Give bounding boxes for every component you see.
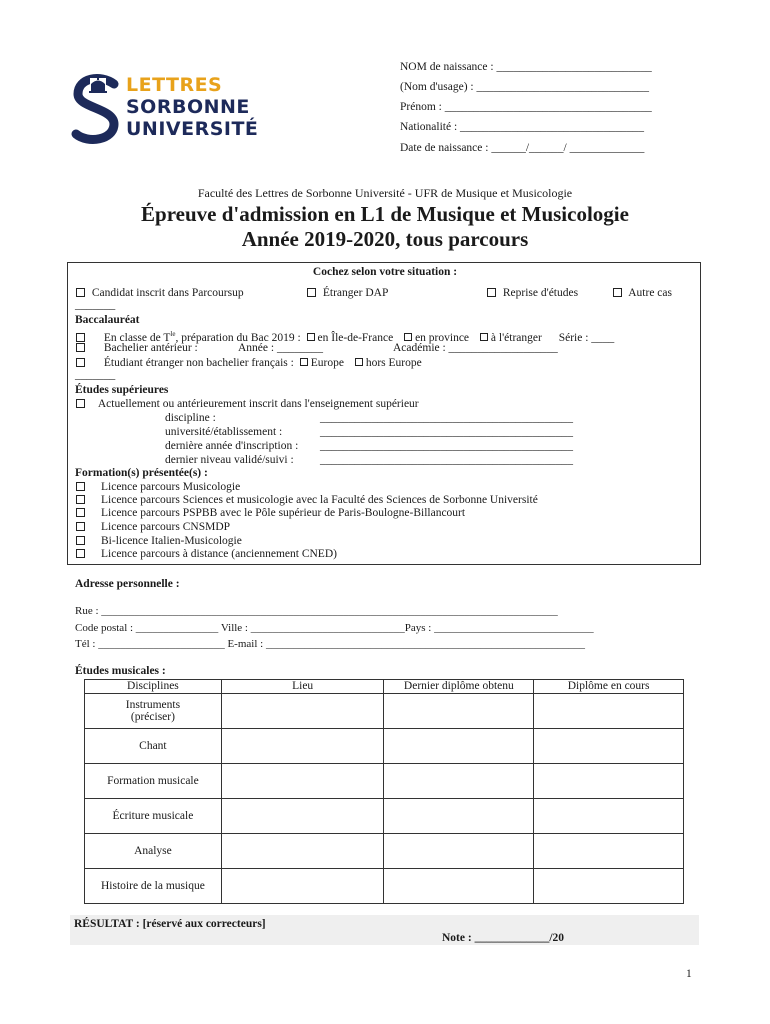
- formation-item[interactable]: [76, 521, 230, 534]
- formation-item[interactable]: [76, 507, 465, 520]
- formation-label: Licence parcours Sciences et musicologie avec la Faculté des Sciences de Sorbonne Université: [101, 494, 538, 506]
- lieu-cell[interactable]: [221, 799, 384, 834]
- discipline-cell: [85, 694, 222, 729]
- logo-universite: UNIVERSITÉ: [126, 118, 259, 140]
- sup-universite-field[interactable]: ____________________________________________: [320, 426, 573, 438]
- radio-icon[interactable]: [404, 333, 412, 341]
- table-row: [85, 694, 684, 729]
- sup-derniere-annee-field[interactable]: ____________________________________________: [320, 440, 573, 452]
- table-row: [85, 869, 684, 904]
- loc-etranger-label: à l'étranger: [490, 331, 542, 344]
- diplome-en-cours-cell[interactable]: [534, 729, 684, 764]
- table-row: [85, 729, 684, 764]
- nom-usage-field[interactable]: (Nom d'usage) : ______________________________: [400, 81, 649, 93]
- radio-icon[interactable]: [355, 358, 363, 366]
- lieu-cell[interactable]: [221, 834, 384, 869]
- discipline-cell: Écriture musicale: [85, 799, 222, 834]
- checkbox-icon[interactable]: [76, 536, 85, 545]
- option-reprise-etudes[interactable]: [487, 287, 578, 300]
- dernier-diplome-cell[interactable]: [384, 694, 534, 729]
- formation-item[interactable]: [76, 494, 538, 507]
- radio-icon[interactable]: [300, 358, 308, 366]
- discipline-cell: Analyse: [85, 834, 222, 869]
- date-naissance-field[interactable]: Date de naissance : ______/______/ _____________: [400, 142, 645, 154]
- checkbox-icon[interactable]: [76, 288, 85, 297]
- checkbox-icon[interactable]: [76, 482, 85, 491]
- checkbox-icon[interactable]: [487, 288, 496, 297]
- dernier-diplome-cell[interactable]: [384, 869, 534, 904]
- sorbonne-logo: [70, 72, 259, 146]
- sup-discipline-field[interactable]: ____________________________________________: [320, 412, 573, 424]
- formation-label: Licence parcours à distance (anciennement CNED): [101, 548, 337, 560]
- terminale-sup: le: [170, 330, 176, 338]
- adresse-heading: Adresse personnelle :: [75, 578, 180, 590]
- checkbox-icon[interactable]: [307, 288, 316, 297]
- prenom-field[interactable]: Prénom : ____________________________________: [400, 101, 652, 113]
- bac-heading: Baccalauréat: [75, 314, 140, 326]
- logo-lettres: LETTRES: [126, 74, 223, 96]
- cp-ville-pays-field[interactable]: Code postal : _______________ Ville : ____________________________Pays : _____________________________: [75, 622, 594, 634]
- discipline-cell: Formation musicale: [85, 764, 222, 799]
- sup-derniere-annee-label: dernière année d'inscription :: [165, 440, 299, 452]
- hors-europe-label: hors Europe: [365, 357, 422, 369]
- sup-universite-label: université/établissement :: [165, 426, 283, 438]
- checkbox-icon[interactable]: [76, 333, 85, 342]
- faculty-subtitle: Faculté des Lettres de Sorbonne Université - UFR de Musique et Musicologie: [197, 186, 573, 200]
- lieu-cell[interactable]: [221, 694, 384, 729]
- dernier-diplome-cell[interactable]: [384, 799, 534, 834]
- resultat-label: RÉSULTAT : [réservé aux correcteurs]: [74, 918, 266, 930]
- option-autre-cas[interactable]: [613, 287, 672, 300]
- checkbox-icon[interactable]: [76, 399, 85, 408]
- formation-label: Licence parcours Musicologie: [101, 481, 241, 493]
- discipline-label: Instruments: [125, 699, 181, 711]
- formation-label: Licence parcours CNSMDP: [101, 521, 231, 533]
- page-number: 1: [686, 968, 692, 980]
- diplome-en-cours-cell[interactable]: [534, 869, 684, 904]
- table-row: [85, 764, 684, 799]
- nom-naissance-field[interactable]: NOM de naissance : ___________________________: [400, 61, 652, 73]
- loc-idf-label: en Île-de-France: [317, 331, 394, 344]
- option-label: Étranger DAP: [322, 287, 389, 299]
- nationalite-field[interactable]: Nationalité : ________________________________: [400, 121, 645, 133]
- diplome-en-cours-cell[interactable]: [534, 694, 684, 729]
- checkbox-icon[interactable]: [76, 495, 85, 504]
- academie-field[interactable]: Académie : ___________________: [393, 342, 558, 354]
- option-etranger-dap[interactable]: [307, 287, 388, 300]
- formation-item[interactable]: [76, 481, 240, 494]
- formation-label: Licence parcours PSPBB avec le Pôle supérieur de Paris-Boulogne-Billancourt: [101, 507, 466, 519]
- diplome-en-cours-cell[interactable]: [534, 764, 684, 799]
- situation-heading: Cochez selon votre situation :: [312, 266, 458, 278]
- lieu-cell[interactable]: [221, 869, 384, 904]
- dernier-diplome-cell[interactable]: [384, 834, 534, 869]
- formation-item[interactable]: [76, 548, 337, 561]
- etudiant-etranger-row: [76, 357, 422, 370]
- etudes-musicales-table: [84, 679, 684, 904]
- etudiant-blank[interactable]: _______: [75, 369, 116, 381]
- terminale-label: En classe de T: [103, 331, 171, 344]
- dernier-diplome-cell[interactable]: [384, 729, 534, 764]
- table-row: [85, 834, 684, 869]
- loc-province-label: en province: [415, 331, 470, 344]
- annee-field[interactable]: Année : ________: [238, 342, 323, 354]
- page-subtitle-year: Année 2019-2020, tous parcours: [241, 227, 529, 251]
- etudes-musicales-heading: Études musicales :: [75, 665, 166, 677]
- radio-icon[interactable]: [307, 333, 315, 341]
- option-label: Candidat inscrit dans Parcoursup: [91, 287, 244, 299]
- checkbox-icon[interactable]: [76, 508, 85, 517]
- serie-field[interactable]: Série : ____: [558, 331, 615, 344]
- col-dernier-diplome: Dernier diplôme obtenu: [384, 680, 534, 694]
- checkbox-icon[interactable]: [613, 288, 622, 297]
- checkbox-icon[interactable]: [76, 358, 85, 367]
- sorbonne-emblem-icon: [70, 72, 126, 146]
- page-title: Épreuve d'admission en L1 de Musique et Musicologie: [141, 202, 629, 226]
- bac-anterieur-row: [76, 342, 198, 355]
- checkbox-icon[interactable]: [76, 343, 85, 352]
- diplome-en-cours-cell[interactable]: [534, 834, 684, 869]
- radio-icon[interactable]: [480, 333, 488, 341]
- note-field: Note : _____________/20: [442, 932, 565, 944]
- autre-cas-blank[interactable]: _______: [75, 299, 116, 311]
- col-disciplines: Disciplines: [85, 680, 222, 694]
- sup-niveau-field[interactable]: ____________________________________________: [320, 454, 573, 466]
- dernier-diplome-cell[interactable]: [384, 764, 534, 799]
- lieu-cell[interactable]: [221, 764, 384, 799]
- sup-heading: Études supérieures: [75, 384, 169, 396]
- checkbox-icon[interactable]: [76, 549, 85, 558]
- col-diplome-en-cours: Diplôme en cours: [534, 680, 684, 694]
- option-label: Reprise d'études: [502, 287, 579, 299]
- tel-email-field[interactable]: Tél : _______________________ E-mail : __________________________________________________________: [75, 638, 585, 650]
- sup-discipline-label: discipline :: [165, 412, 216, 424]
- col-lieu: Lieu: [221, 680, 384, 694]
- diplome-en-cours-cell[interactable]: [534, 799, 684, 834]
- sup-niveau-label: dernier niveau validé/suivi :: [165, 454, 294, 466]
- terminale-suffix: , préparation du Bac 2019 :: [175, 331, 301, 344]
- discipline-sublabel: (préciser): [130, 711, 175, 723]
- rue-field[interactable]: Rue : ___________________________________________________________________________________: [75, 605, 558, 617]
- lieu-cell[interactable]: [221, 729, 384, 764]
- formations-heading: Formation(s) présentée(s) :: [75, 467, 208, 479]
- logo-sorbonne: SORBONNE: [126, 96, 250, 118]
- bachelier-label: Bachelier antérieur :: [103, 342, 198, 354]
- table-header-row: [85, 680, 684, 694]
- europe-label: Europe: [310, 357, 344, 369]
- discipline-cell: Histoire de la musique: [85, 869, 222, 904]
- sup-actuellement-row: [76, 398, 419, 411]
- etudiant-label: Étudiant étranger non bachelier français :: [103, 357, 294, 369]
- option-label: Autre cas: [628, 287, 672, 299]
- discipline-cell: Chant: [85, 729, 222, 764]
- table-row: [85, 799, 684, 834]
- actuellement-label: Actuellement ou antérieurement inscrit dans l'enseignement supérieur: [97, 398, 419, 410]
- formation-item[interactable]: [76, 535, 242, 548]
- formation-label: Bi-licence Italien-Musicologie: [101, 535, 242, 547]
- checkbox-icon[interactable]: [76, 522, 85, 531]
